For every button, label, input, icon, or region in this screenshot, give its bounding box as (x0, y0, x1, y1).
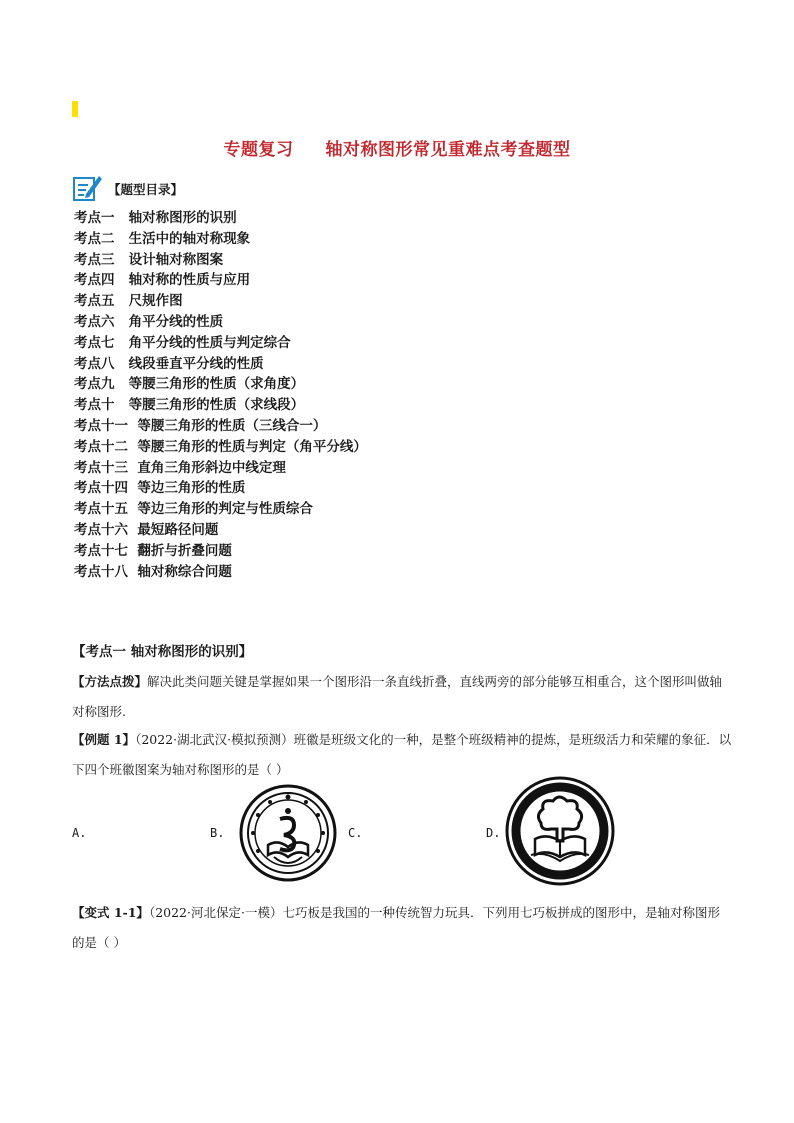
toc-item: 考点十七 翻折与折叠问题 (74, 542, 232, 559)
option-a-label: A. (72, 826, 87, 840)
notebook-pencil-icon (72, 172, 104, 202)
toc-item: 考点十三 直角三角形斜边中线定理 (74, 459, 286, 476)
toc-item: 考点二 生活中的轴对称现象 (74, 230, 251, 247)
toc-item: 考点七 角平分线的性质与判定综合 (74, 334, 291, 351)
method-text: 解决此类问题关键是掌握如果一个图形沿一条直线折叠，直线两旁的部分能够互相重合，这个图形叫做轴对称图形. (72, 674, 723, 719)
method-label: 【方法点拨】 (72, 674, 148, 689)
toc-item: 考点六 角平分线的性质 (74, 313, 224, 330)
toc-item: 考点十 等腰三角形的性质（求线段） (74, 397, 305, 414)
option-c-label: C. (348, 826, 363, 840)
toc-list (74, 208, 367, 582)
option-d-emblem (505, 775, 615, 887)
variant-paragraph (72, 898, 732, 958)
section-heading: 【考点一 轴对称图形的识别】 (72, 644, 253, 660)
toc-item: 考点十八 轴对称综合问题 (74, 563, 232, 580)
option-b-label: B. (210, 826, 225, 840)
toc-item: 考点十六 最短路径问题 (74, 521, 219, 538)
toc-item: 考点十二 等腰三角形的性质与判定（角平分线） (74, 438, 367, 455)
example-text: （2022·湖北武汉·模拟预测）班徽是班级文化的一种，是整个班级精神的提炼，是班级活力和荣耀的象征．以下四个班徽图案为轴对称图形的是（ ） (72, 732, 732, 777)
page-title: 专题复习 轴对称图形常见重难点考查题型 (223, 140, 571, 160)
highlight-marker (72, 101, 78, 117)
toc-header (72, 172, 183, 202)
example-paragraph (72, 725, 732, 785)
toc-item: 考点三 设计轴对称图案 (74, 251, 224, 268)
toc-label: 【题型目录】 (108, 182, 184, 197)
toc-item: 考点十四 等边三角形的性质 (74, 480, 246, 497)
toc-item: 考点九 等腰三角形的性质（求角度） (74, 376, 305, 393)
option-b-emblem (238, 783, 338, 883)
variant-label: 【变式 1-1】 (72, 905, 149, 920)
variant-text: （2022·河北保定·一模）七巧板是我国的一种传统智力玩具．下列用七巧板拼成的图形中，是轴对称图形的是（ ） (72, 905, 720, 950)
method-paragraph (72, 667, 732, 727)
toc-item: 考点八 线段垂直平分线的性质 (74, 355, 264, 372)
toc-item: 考点十五 等边三角形的判定与性质综合 (74, 501, 313, 518)
toc-item: 考点一 轴对称图形的识别 (74, 210, 237, 226)
toc-item: 考点五 尺规作图 (74, 293, 183, 310)
toc-item: 考点四 轴对称的性质与应用 (74, 272, 251, 289)
toc-item: 考点十一 等腰三角形的性质（三线合一） (74, 417, 327, 434)
example-label: 【例题 1】 (72, 732, 136, 747)
option-d-label: D. (486, 826, 501, 840)
